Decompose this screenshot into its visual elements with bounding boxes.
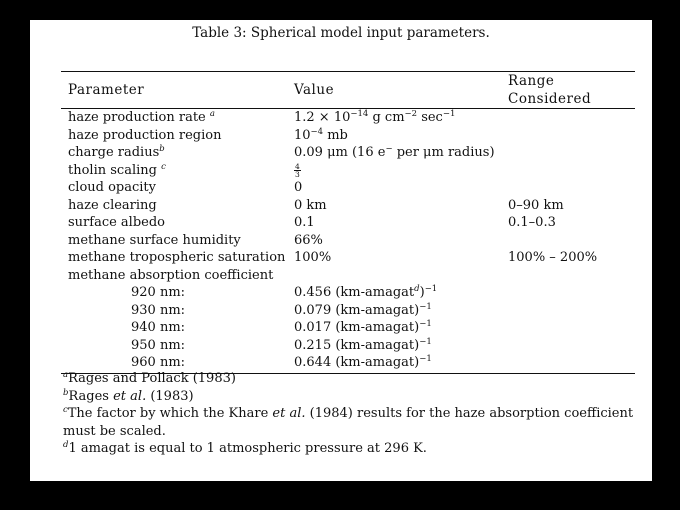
footnote-a: $^a$Rages and Pollack (1983) [63, 370, 236, 386]
range-cell [501, 232, 635, 250]
wavelength-cell: 960 nm: [61, 354, 287, 373]
table-row [61, 319, 635, 337]
range-cell: 100% – 200% [508, 250, 598, 265]
value-cell: 0 km [294, 197, 327, 213]
param-cell: surface albedo [68, 215, 165, 230]
table-row [61, 162, 635, 180]
footnote-mark: b [159, 144, 165, 154]
table-row [61, 249, 635, 267]
value-cell: 0.215 (km-amagat)$^{-1}$ [294, 336, 432, 353]
wavelength-cell: 920 nm: [131, 285, 186, 300]
range-cell [501, 144, 635, 162]
table-row [61, 302, 635, 320]
footnote-mark: c [161, 161, 166, 172]
param-cell: methane surface humidity [68, 232, 241, 248]
table-header-row [61, 72, 635, 109]
table-row [61, 127, 635, 145]
range-cell [501, 109, 635, 127]
footnote-mark: a [209, 109, 215, 119]
table-row [61, 109, 635, 127]
param-cell: tholin scaling $^c$ [68, 161, 166, 178]
range-cell [501, 337, 635, 355]
footnote-d: $^d$1 amagat is equal to 1 atmospheric pressure at 296 K. [63, 440, 427, 456]
column-header-range: Range Considered [501, 72, 635, 109]
table-row [61, 197, 635, 215]
param-cell: charge radius$^b$ [68, 144, 165, 160]
value-cell: 66% [294, 232, 323, 248]
range-cell [501, 179, 635, 197]
param-cell: methane tropospheric saturation [68, 250, 286, 265]
wavelength-cell: 940 nm: [131, 320, 186, 335]
param-cell: methane absorption coefficient [68, 267, 274, 283]
footnote-b: $^b$Rages et al. (1983) [63, 387, 194, 404]
fraction: $\frac{4}{3}$ [295, 161, 300, 179]
value-cell: 0 [294, 180, 303, 195]
parameters-table [61, 71, 635, 374]
wavelength-cell: 930 nm: [131, 302, 186, 318]
table-row [61, 267, 635, 285]
table-caption: Table 3: Spherical model input parameters. [192, 25, 490, 41]
column-header-parameter: Parameter [61, 72, 287, 109]
range-cell [501, 162, 635, 180]
document-page [30, 20, 652, 481]
value-cell: 0.017 (km-amagat)$^{-1}$ [294, 319, 432, 335]
value-cell: 0.079 (km-amagat)$^{-1}$ [294, 301, 432, 318]
param-cell: haze production rate $^a$ [68, 109, 215, 125]
value-cell: 0.1 [294, 215, 315, 230]
range-cell [501, 302, 635, 320]
column-header-value: Value [287, 72, 501, 109]
table-row [61, 284, 635, 302]
footnotes [63, 370, 639, 458]
range-cell [501, 127, 635, 145]
value-cell: $1.2 \times 10^{-14}$ g $cm^{-2}$ $\sec^{-1}$ [294, 109, 456, 125]
range-cell: 0–90 km [508, 197, 564, 213]
value-cell [287, 162, 501, 180]
param-cell: haze clearing [68, 197, 157, 213]
value-cell [287, 267, 501, 285]
footnote-c: $^c$The factor by which the Khare et al. (1984) results for the haze absorption coefficient must be scaled. [63, 405, 634, 439]
range-cell [501, 319, 635, 337]
range-cell [501, 267, 635, 285]
table-row [61, 144, 635, 162]
table-row [61, 179, 635, 197]
table-row [61, 214, 635, 232]
table-row [61, 232, 635, 250]
param-cell: cloud opacity [68, 180, 156, 195]
range-cell [501, 284, 635, 302]
value-cell: 100% [294, 250, 332, 265]
range-cell: 0.1–0.3 [508, 215, 556, 230]
table-row [61, 337, 635, 355]
value-cell: 0.456 (km-amagat$^d$)$^{-1}$ [294, 284, 438, 300]
value-cell: 0.644 (km-amagat)$^{-1}$ [287, 354, 501, 373]
value-cell: 0.09 μm (16 e− per μm radius) [294, 144, 495, 160]
wavelength-cell: 950 nm: [131, 337, 186, 353]
param-cell: haze production region [68, 127, 222, 143]
value-cell: $10^{-4}$ mb [294, 126, 348, 143]
